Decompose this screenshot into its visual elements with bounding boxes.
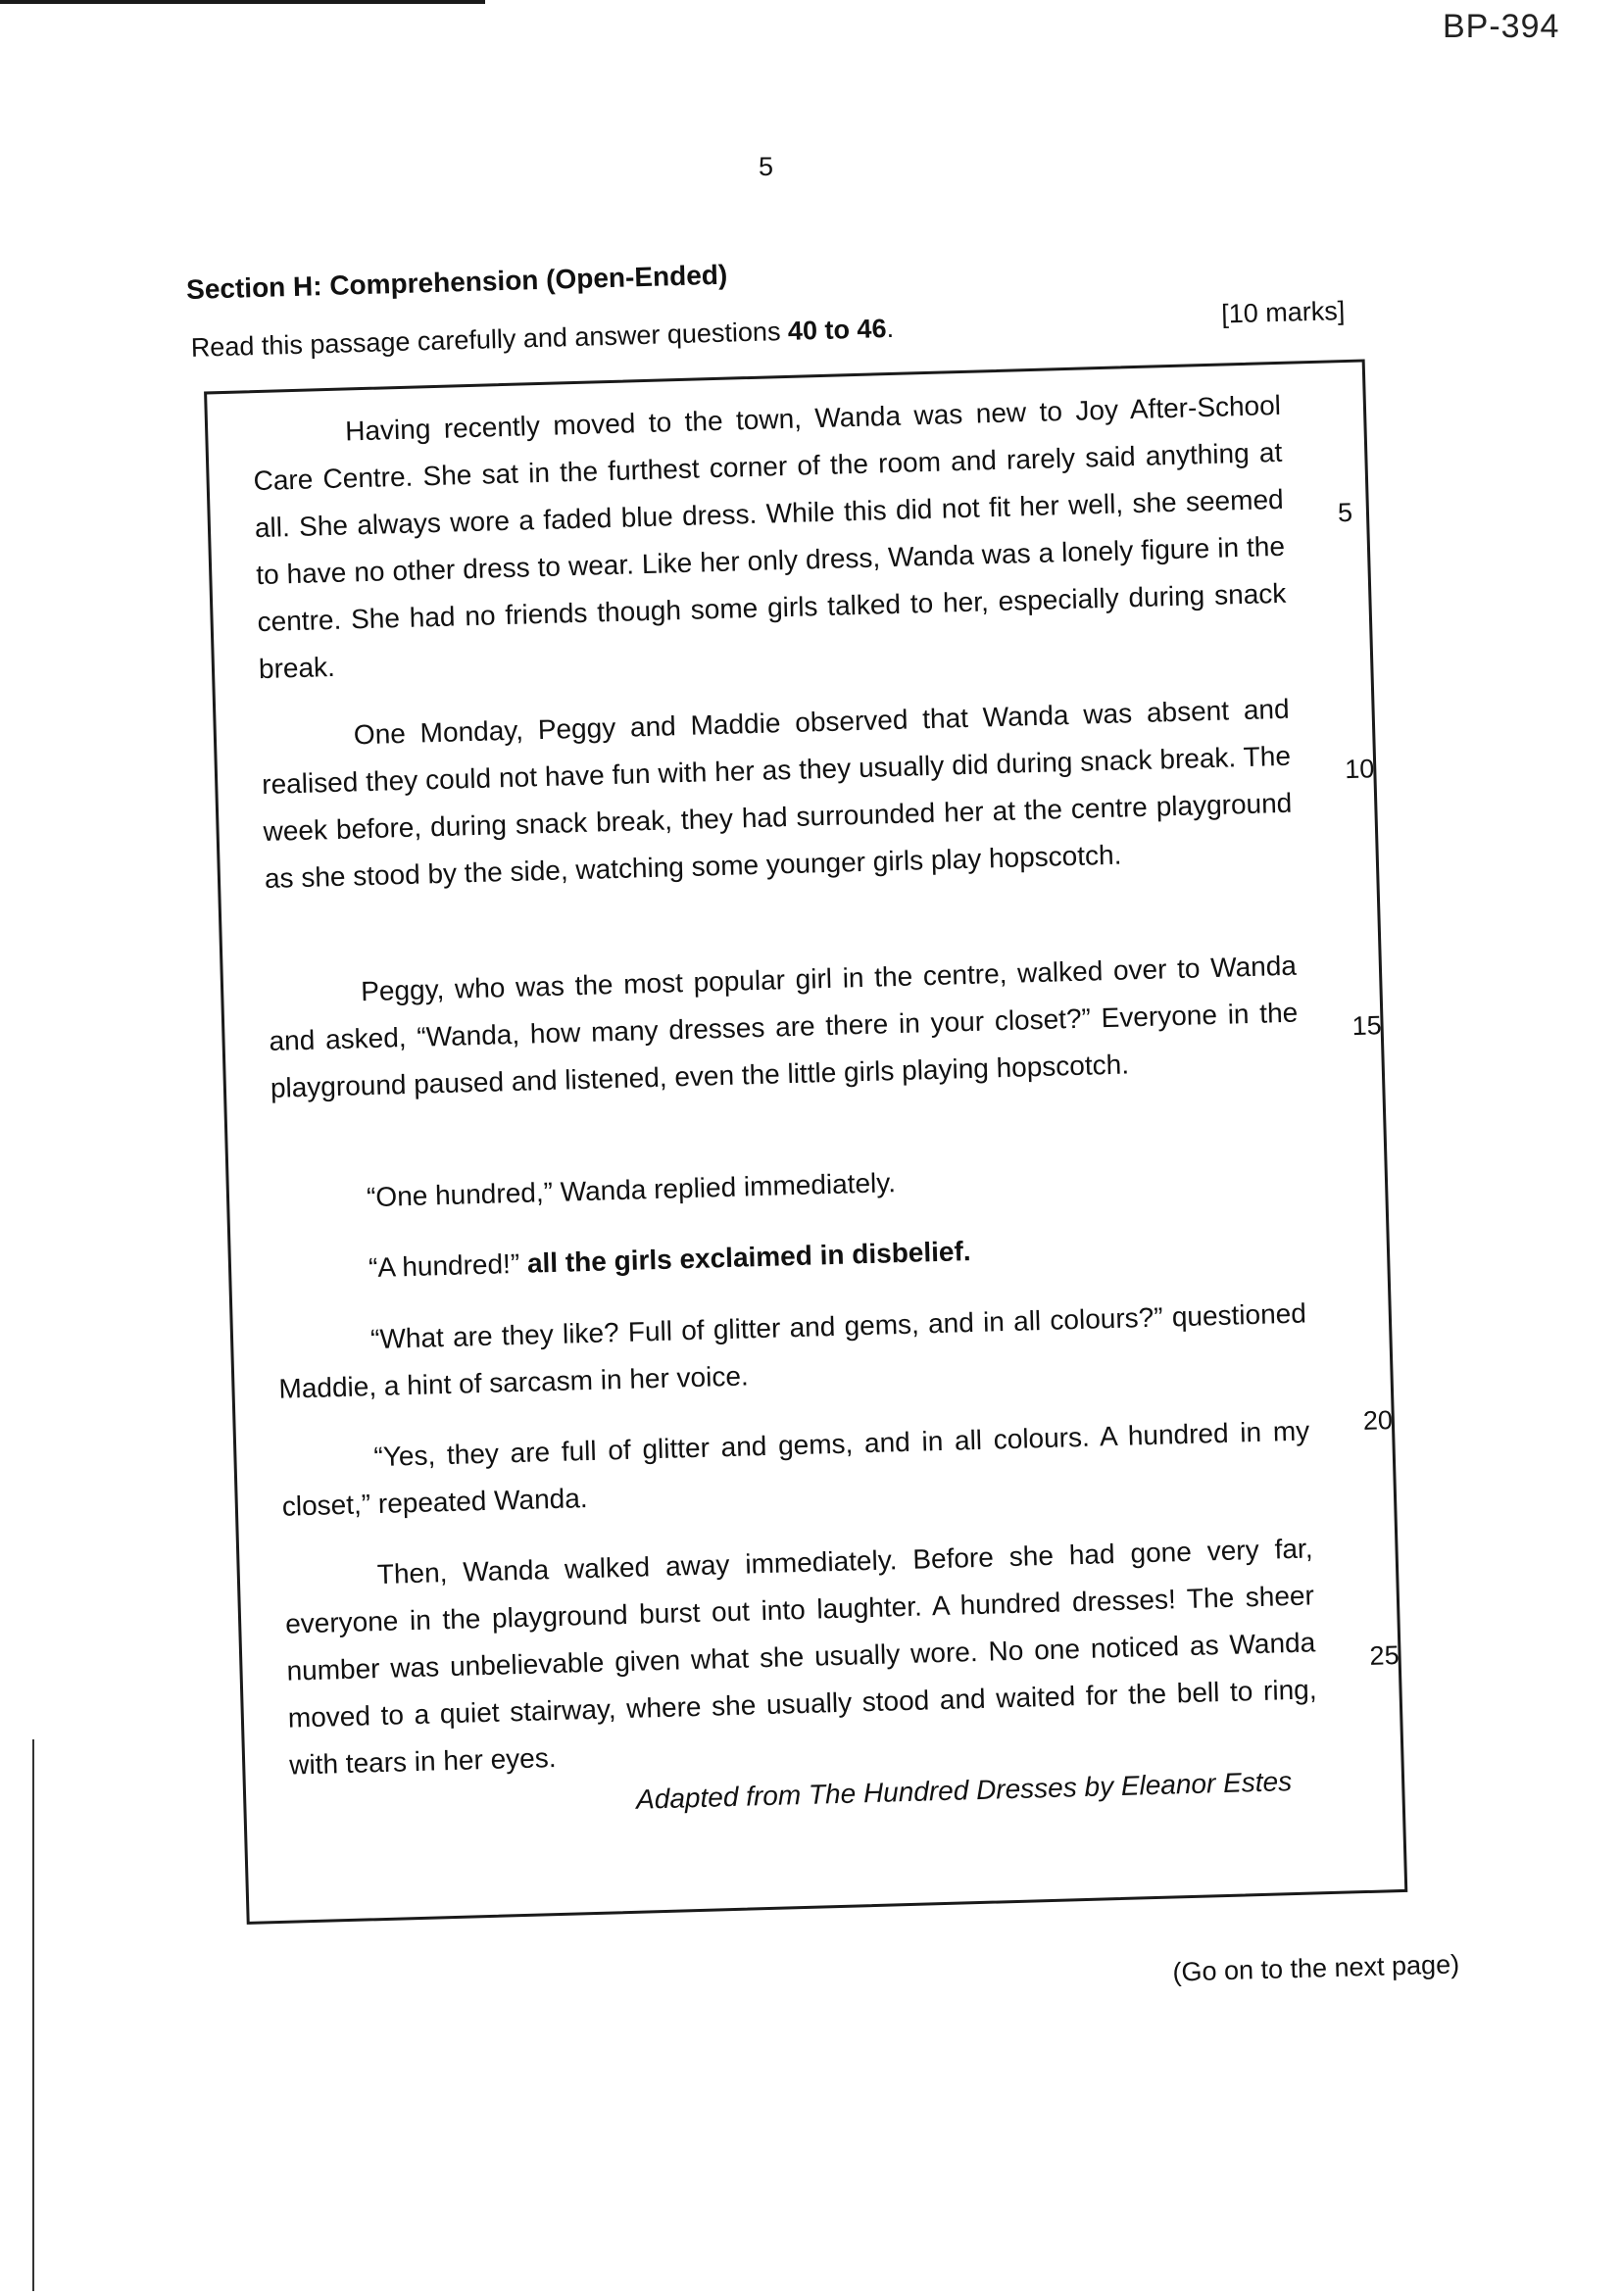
passage-box (204, 359, 1407, 1924)
passage-paragraph-5 (274, 1219, 1304, 1295)
passage-attribution: Adapted from The Hundred Dresses by Eleanor Estes (635, 1766, 1293, 1815)
passage-paragraph-3: Peggy, who was the most popular girl in the centre, walked over to Wanda and asked, “Wanda, how many dresses are there in your closet?” Everyone in the playground paused and listened, even the little girls playing hopscotch. (269, 950, 1299, 1103)
passage-paragraph-2: One Monday, Peggy and Maddie observed that Wanda was absent and realised they could not have fun with her as they usually did during snack break. The week before, during snack break, they had surrounded her at the centre playground as she stood by the side, watching some younger girls play hopscotch. (261, 693, 1293, 894)
line-number-25: 25 (1369, 1639, 1400, 1671)
exclaim-tail: all the girls exclaimed in disbelief. (518, 1236, 972, 1279)
document-code: BP-394 (1443, 8, 1560, 45)
line-number-5: 5 (1337, 497, 1353, 528)
scan-margin-line (32, 1739, 34, 2291)
line-number-10: 10 (1344, 754, 1375, 785)
page-number: 5 (759, 152, 774, 181)
passage-paragraph-4: “One hundred,” Wanda replied immediately. (366, 1167, 897, 1213)
passage-paragraph-7: “Yes, they are full of glitter and gems, and in all colours. A hundred in my closet,” repeated Wanda. (281, 1415, 1310, 1522)
instructions-end: . (886, 313, 895, 344)
go-on-next-page: (Go on to the next page) (1172, 1949, 1460, 1987)
marks-label: [10 marks] (1220, 296, 1346, 329)
question-range: 40 to 46 (787, 314, 887, 346)
section-title: Section H: Comprehension (Open-Ended) (185, 259, 728, 305)
passage-paragraph-8: Then, Wanda walked away immediately. Before she had gone very far, everyone in the playground burst out into laughter. A hundred dresses! The sheer number was unbelievable given what she usually wore. No one noticed as Wanda moved to a quiet stairway, where she usually stood and waited for the bell to ring, with tears in her eyes. (284, 1533, 1317, 1781)
passage-paragraph-1: Having recently moved to the town, Wanda was new to Joy After-School Care Centre. She sat in the furthest corner of the room and rarely said anything at all. She always wore a faded blue dress. While this did not fit her well, she seemed to have no other dress to wear. Like her only dress, Wanda was a lonely figure in the centre. She had no friends though some girls talked to her, especially during snack break. (253, 389, 1287, 685)
exclaim-quote: “A hundred!” (368, 1247, 520, 1284)
instructions (190, 314, 894, 364)
passage-paragraph-6: “What are they like? Full of glitter and gems, and in all colours?” questioned Maddie, a hint of sarcasm in her voice. (278, 1297, 1307, 1404)
instructions-text: Read this passage carefully and answer questions (190, 316, 789, 363)
line-number-20: 20 (1362, 1405, 1394, 1436)
line-number-15: 15 (1351, 1010, 1383, 1042)
